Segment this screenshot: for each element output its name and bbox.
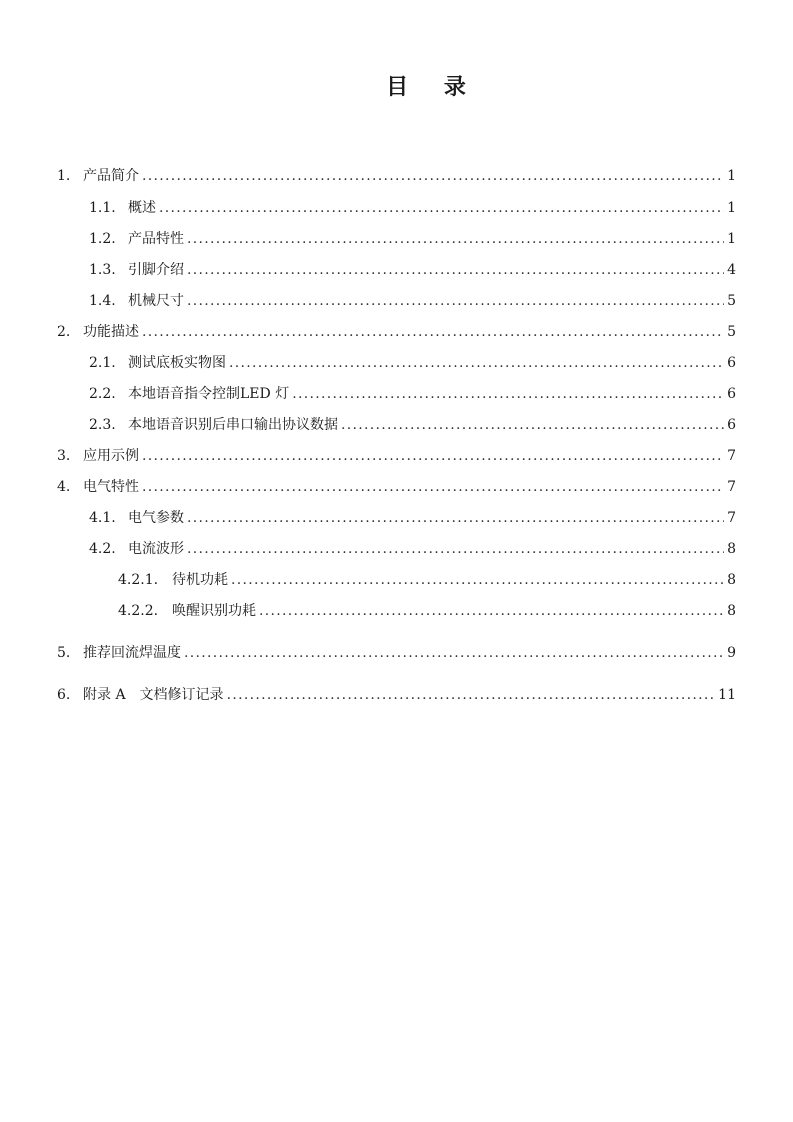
toc-entry-number: 2.1. xyxy=(89,355,116,371)
toc-entry-number: 1.2. xyxy=(89,231,116,247)
toc-entry-2-3[interactable] xyxy=(89,415,736,435)
toc-entry-number: 4.1. xyxy=(89,510,116,526)
toc-entry-1-2[interactable] xyxy=(89,229,736,249)
toc-leader-dots xyxy=(187,229,724,249)
toc-entry-page: 1 xyxy=(727,168,736,184)
toc-entry-page: 6 xyxy=(727,386,736,402)
toc-entry-page: 6 xyxy=(727,417,736,433)
toc-entry-label: 本地语音识别后串口输出协议数据 xyxy=(128,417,338,433)
toc-entry-number: 6. xyxy=(57,687,71,703)
toc-title: 目 录 xyxy=(386,75,480,100)
toc-entry-label: 引脚介绍 xyxy=(128,262,184,278)
toc-entry-4[interactable] xyxy=(57,477,736,497)
toc-leader-dots xyxy=(227,685,716,705)
toc-leader-dots xyxy=(187,291,724,311)
toc-leader-dots xyxy=(341,415,724,435)
toc-leader-dots xyxy=(187,508,724,528)
toc-entry-label: 概述 xyxy=(128,200,156,216)
toc-entry-page: 4 xyxy=(727,262,736,278)
toc-entry-number: 1.1. xyxy=(89,200,116,216)
toc-leader-dots xyxy=(187,260,724,280)
toc-entry-page: 11 xyxy=(718,687,736,703)
toc-entry-page: 7 xyxy=(727,448,736,464)
toc-entry-label: 产品特性 xyxy=(128,231,184,247)
toc-leader-dots xyxy=(229,353,724,373)
toc-entry-number: 1. xyxy=(57,168,71,184)
toc-entry-1-1[interactable] xyxy=(89,198,736,218)
toc-entry-4-1[interactable] xyxy=(89,508,736,528)
toc-entry-page: 7 xyxy=(727,510,736,526)
toc-entry-label: 电气特性 xyxy=(83,479,139,495)
toc-entry-number: 2.2. xyxy=(89,386,116,402)
toc-entry-4-2-1[interactable] xyxy=(118,570,736,590)
toc-entry-label: 机械尺寸 xyxy=(128,293,184,309)
toc-entry-2-1[interactable] xyxy=(89,353,736,373)
toc-entry-page: 8 xyxy=(727,541,736,557)
toc-entry-label: 电气参数 xyxy=(128,510,184,526)
toc-entry-label: 应用示例 xyxy=(83,448,139,464)
toc-entry-page: 7 xyxy=(727,479,736,495)
toc-leader-dots xyxy=(184,643,724,663)
toc-entry-number: 4.2.2. xyxy=(118,603,159,619)
toc-entry-page: 6 xyxy=(727,355,736,371)
toc-entry-6[interactable] xyxy=(57,685,736,705)
toc-entry-number: 1.3. xyxy=(89,262,116,278)
toc-entry-label: 产品简介 xyxy=(83,168,139,184)
toc-leader-dots xyxy=(142,322,724,342)
toc-leader-dots xyxy=(259,601,724,621)
toc-entry-2-2[interactable] xyxy=(89,384,736,404)
toc-entry-page: 5 xyxy=(727,324,736,340)
toc-entry-page: 8 xyxy=(727,603,736,619)
toc-entry-1-3[interactable] xyxy=(89,260,736,280)
toc-entry-4-2-2[interactable] xyxy=(118,601,736,621)
toc-entry-number: 3. xyxy=(57,448,71,464)
toc-leader-dots xyxy=(187,539,724,559)
toc-entry-page: 9 xyxy=(727,645,736,661)
toc-entry-5[interactable] xyxy=(57,643,736,663)
toc-leader-dots xyxy=(231,570,724,590)
toc-entry-1-4[interactable] xyxy=(89,291,736,311)
toc-entry-label: 推荐回流焊温度 xyxy=(83,645,181,661)
toc-entry-label: 附录 A 文档修订记录 xyxy=(83,687,224,703)
toc-entry-label: 待机功耗 xyxy=(172,572,228,588)
toc-entry-label: 唤醒识别功耗 xyxy=(172,603,256,619)
toc-entry-number: 1.4. xyxy=(89,293,116,309)
toc-entry-label: 本地语音指令控制LED 灯 xyxy=(128,386,290,402)
toc-leader-dots xyxy=(142,477,724,497)
toc-entry-3[interactable] xyxy=(57,446,736,466)
toc-leader-dots xyxy=(159,198,724,218)
toc-entry-page: 8 xyxy=(727,572,736,588)
toc-entry-label: 功能描述 xyxy=(83,324,139,340)
toc-entry-number: 2. xyxy=(57,324,71,340)
toc-entry-number: 5. xyxy=(57,645,71,661)
toc-entry-number: 4. xyxy=(57,479,71,495)
toc-entry-1[interactable] xyxy=(57,166,736,186)
toc-leader-dots xyxy=(142,446,724,466)
toc-entry-4-2[interactable] xyxy=(89,539,736,559)
toc-entry-page: 1 xyxy=(727,200,736,216)
toc-entry-number: 2.3. xyxy=(89,417,116,433)
toc-entry-page: 5 xyxy=(727,293,736,309)
toc-entry-label: 测试底板实物图 xyxy=(128,355,226,371)
toc-entry-page: 1 xyxy=(727,231,736,247)
toc-entry-number: 4.2.1. xyxy=(118,572,159,588)
toc-entry-label: 电流波形 xyxy=(128,541,184,557)
toc-entry-number: 4.2. xyxy=(89,541,116,557)
toc-leader-dots xyxy=(142,166,724,186)
toc-leader-dots xyxy=(292,384,724,404)
toc-entry-2[interactable] xyxy=(57,322,736,342)
